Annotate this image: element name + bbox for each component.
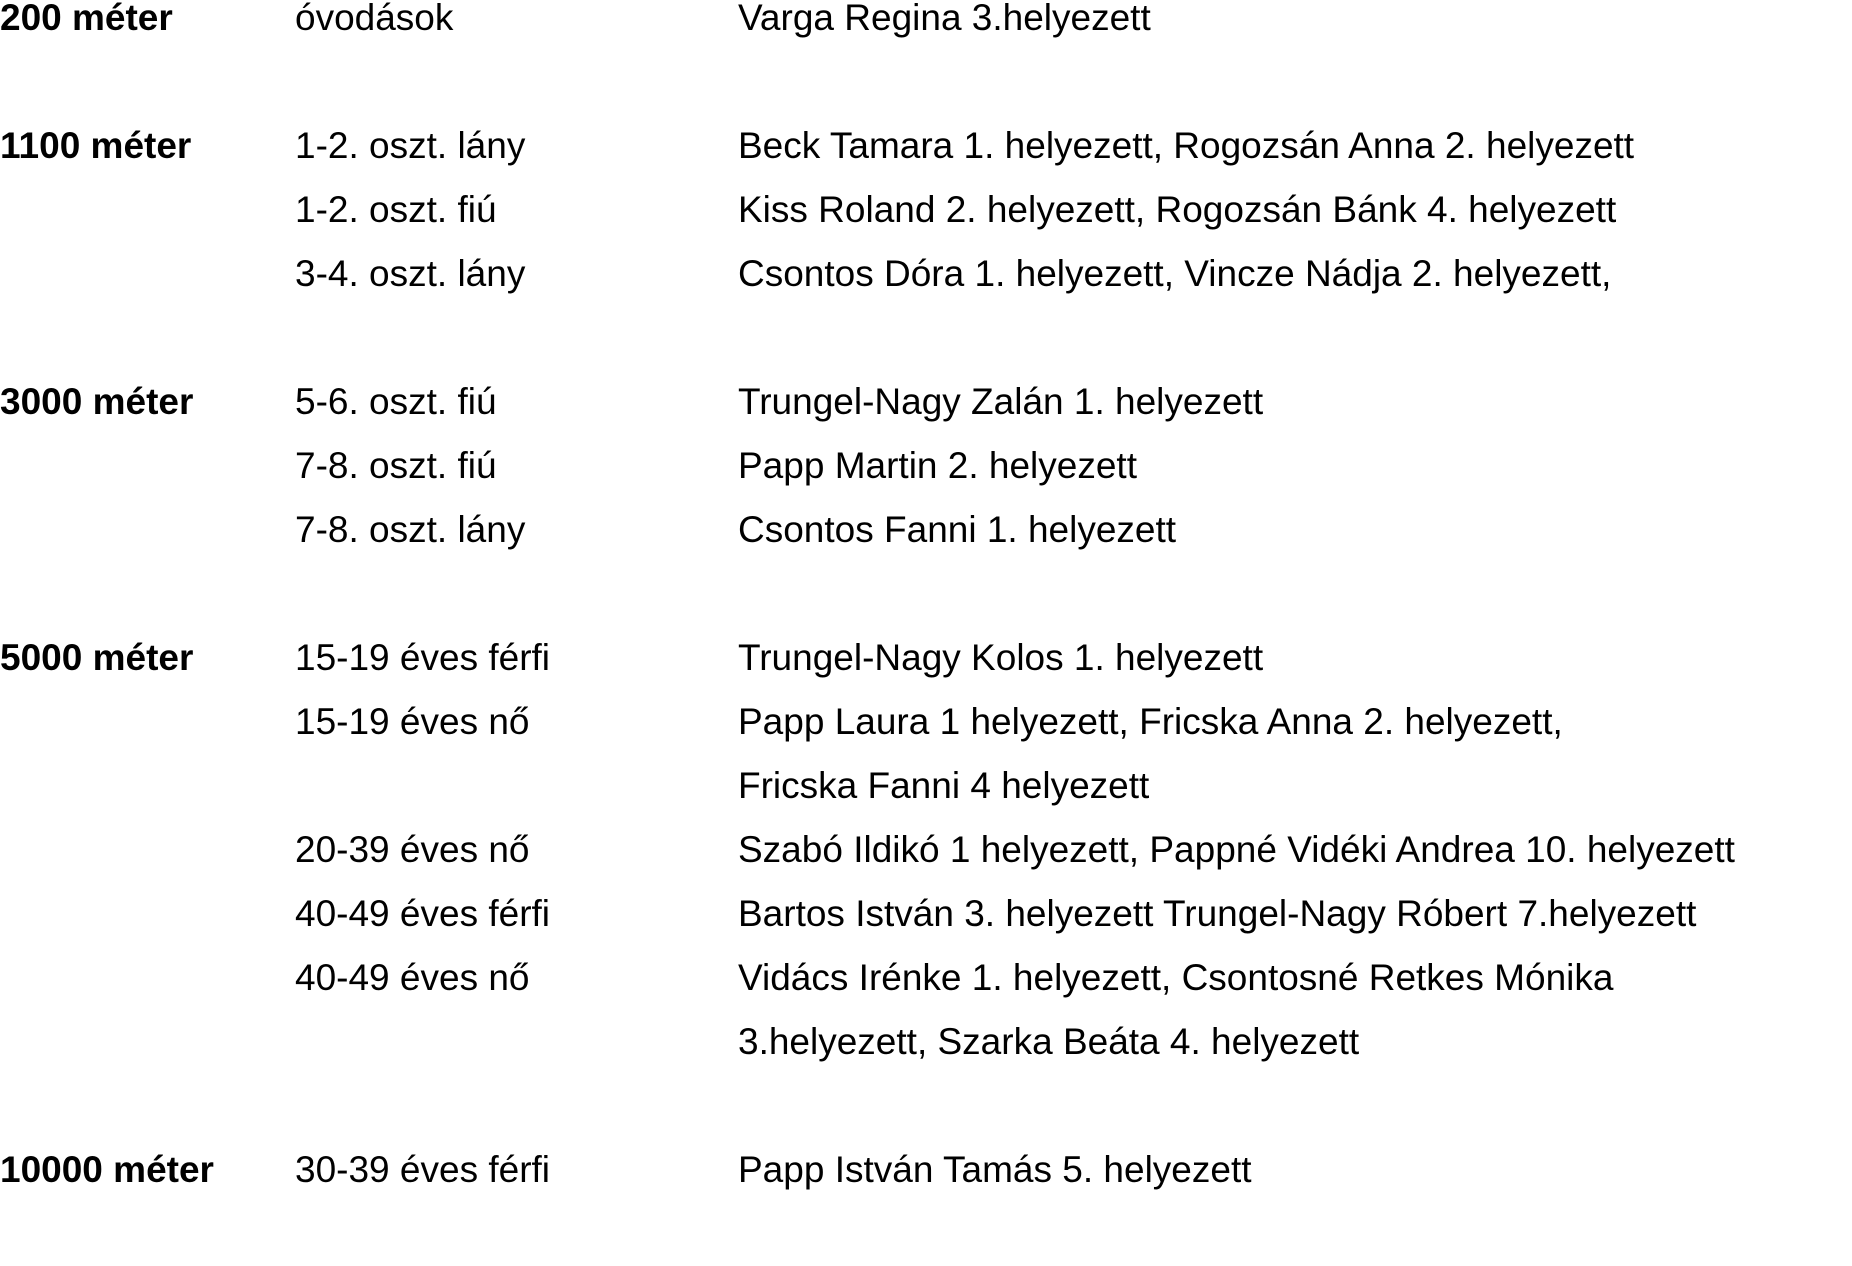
category-label: 15-19 éves férfi [295, 637, 551, 678]
result-text: Vidács Irénke 1. helyezett, Csontosné Retkes Mónika [738, 957, 1614, 998]
distance-label: 10000 méter [0, 1149, 214, 1190]
category-label: 1-2. oszt. lány [295, 125, 526, 166]
result-row [0, 626, 1852, 690]
result-row [0, 370, 1852, 434]
result-row [0, 434, 1852, 498]
result-row [0, 242, 1852, 306]
result-row [0, 0, 1852, 50]
section-200m [0, 0, 1852, 50]
section-3000m [0, 370, 1852, 562]
distance-label: 1100 méter [0, 125, 192, 166]
result-row-continuation [0, 1010, 1852, 1074]
category-label: 3-4. oszt. lány [295, 253, 526, 294]
result-row [0, 1138, 1852, 1202]
distance-label: 5000 méter [0, 637, 194, 678]
result-row [0, 946, 1852, 1010]
section-10000m [0, 1138, 1852, 1202]
result-text: Papp Martin 2. helyezett [738, 445, 1137, 486]
result-text: Fricska Fanni 4 helyezett [738, 765, 1150, 806]
result-text: Trungel-Nagy Zalán 1. helyezett [738, 381, 1264, 422]
section-1100m [0, 114, 1852, 306]
result-text: Beck Tamara 1. helyezett, Rogozsán Anna 2. helyezett [738, 125, 1635, 166]
category-label: óvodások [295, 0, 454, 38]
result-text: Csontos Dóra 1. helyezett, Vincze Nádja 2. helyezett, [738, 253, 1612, 294]
category-label: 15-19 éves nő [295, 701, 530, 742]
result-text: Kiss Roland 2. helyezett, Rogozsán Bánk 4. helyezett [738, 189, 1617, 230]
result-row [0, 882, 1852, 946]
result-row [0, 690, 1852, 754]
category-label: 1-2. oszt. fiú [295, 189, 497, 230]
result-text: Bartos István 3. helyezett Trungel-Nagy Róbert 7.helyezett [738, 893, 1697, 934]
result-text: Trungel-Nagy Kolos 1. helyezett [738, 637, 1264, 678]
category-label: 5-6. oszt. fiú [295, 381, 497, 422]
section-5000m [0, 626, 1852, 1074]
result-row [0, 114, 1852, 178]
result-text: Papp Laura 1 helyezett, Fricska Anna 2. helyezett, [738, 701, 1563, 742]
result-text: Szabó Ildikó 1 helyezett, Pappné Vidéki Andrea 10. helyezett [738, 829, 1735, 870]
category-label: 30-39 éves férfi [295, 1149, 551, 1190]
result-row-continuation [0, 754, 1852, 818]
result-row [0, 178, 1852, 242]
category-label: 7-8. oszt. lány [295, 509, 526, 550]
distance-label: 3000 méter [0, 381, 194, 422]
result-text: Csontos Fanni 1. helyezett [738, 509, 1177, 550]
result-row [0, 818, 1852, 882]
result-text: Varga Regina 3.helyezett [738, 0, 1151, 38]
result-row [0, 498, 1852, 562]
category-label: 40-49 éves férfi [295, 893, 551, 934]
category-label: 40-49 éves nő [295, 957, 530, 998]
result-text: Papp István Tamás 5. helyezett [738, 1149, 1252, 1190]
distance-label: 200 méter [0, 0, 173, 38]
result-text: 3.helyezett, Szarka Beáta 4. helyezett [738, 1021, 1360, 1062]
category-label: 7-8. oszt. fiú [295, 445, 497, 486]
category-label: 20-39 éves nő [295, 829, 530, 870]
